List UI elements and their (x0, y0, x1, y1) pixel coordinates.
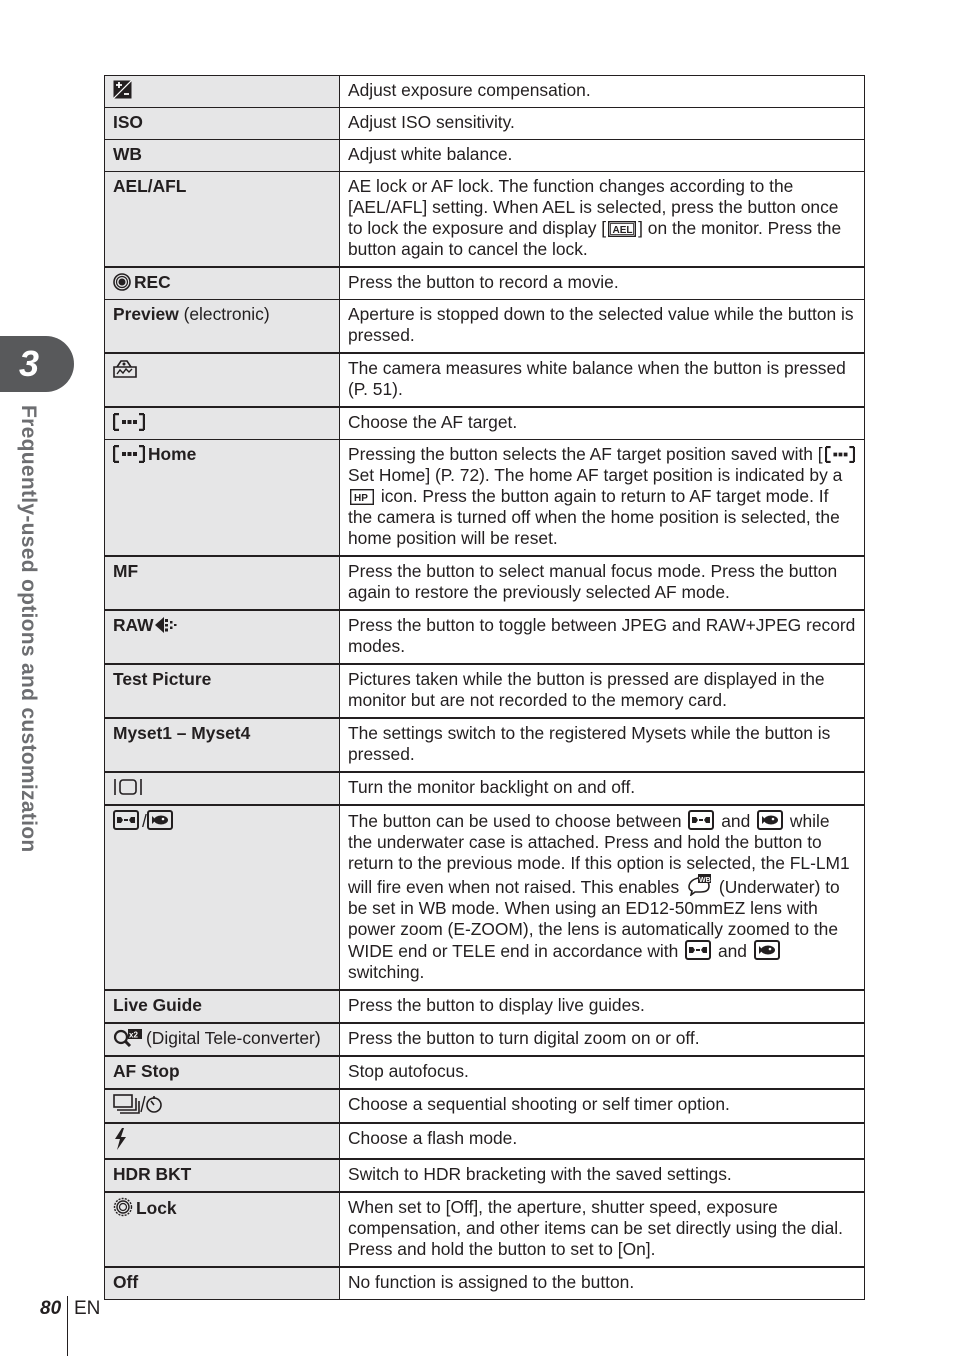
function-cell (105, 1089, 340, 1123)
underwater-wide-icon (113, 810, 139, 830)
function-label: REC (134, 272, 171, 292)
function-cell (105, 1192, 340, 1267)
description-cell (340, 805, 865, 990)
movie-record-icon (113, 273, 131, 291)
description-text: icon. Press the button again to return to AF target mode. If the camera is turned off when the home position is selected, the home position will be reset. (348, 486, 840, 548)
function-cell (105, 267, 340, 300)
description-cell: Adjust exposure compensation. (340, 76, 865, 108)
ael-badge-icon (608, 221, 636, 237)
table-row (105, 556, 865, 610)
description-cell: Choose a sequential shooting or self timer option. (340, 1089, 865, 1123)
button-function-table (104, 75, 865, 1300)
description-cell: No function is assigned to the button. (340, 1267, 865, 1300)
page-number: 80 (40, 1298, 62, 1319)
function-label-suffix: (Digital Tele-converter) (146, 1028, 321, 1048)
description-cell: Choose the AF target. (340, 407, 865, 440)
description-cell: Press the button to toggle between JPEG and RAW+JPEG record modes. (340, 610, 865, 664)
dial-lock-icon (113, 1197, 133, 1217)
description-cell (340, 172, 865, 268)
table-row (105, 1056, 865, 1089)
table-row (105, 1123, 865, 1159)
table-row (105, 1023, 865, 1056)
function-label: RAW (113, 615, 154, 635)
table-row (105, 718, 865, 772)
function-label: Lock (136, 1198, 177, 1218)
description-text: while the underwater case is attached. Press and hold the button to return to the previous mode. If this option is selected, the FL-LM1 will fire even when not raised. This enables (348, 811, 850, 897)
function-label: Myset1 – Myset4 (105, 718, 340, 772)
description-cell: Turn the monitor backlight on and off. (340, 772, 865, 805)
function-label-suffix: (electronic) (183, 304, 270, 324)
svg-text:x2: x2 (129, 1030, 138, 1040)
chapter-number: 3 (18, 343, 40, 384)
function-label: MF (105, 556, 340, 610)
description-cell: Choose a flash mode. (340, 1123, 865, 1159)
function-label: Off (105, 1267, 340, 1300)
table-row (105, 440, 865, 557)
description-cell: When set to [Off], the aperture, shutter speed, exposure compensation, and other items can be set directly using the dial. Press and hold the button to set to [On]. (340, 1192, 865, 1267)
function-cell (105, 1023, 340, 1056)
table-row (105, 300, 865, 354)
function-label: ISO (105, 108, 340, 140)
function-label: HDR BKT (105, 1159, 340, 1192)
underwater-wide-icon (685, 940, 711, 960)
description-cell: Stop autofocus. (340, 1056, 865, 1089)
description-cell: Switch to HDR bracketing with the saved settings. (340, 1159, 865, 1192)
description-text: and (713, 941, 752, 961)
underwater-macro-icon (757, 810, 783, 830)
table-row (105, 772, 865, 805)
table-row (105, 140, 865, 172)
one-touch-wb-icon (113, 358, 137, 378)
function-label: Live Guide (105, 990, 340, 1023)
table-row (105, 1159, 865, 1192)
description-cell: Adjust ISO sensitivity. (340, 108, 865, 140)
language-label: EN (74, 1298, 101, 1319)
function-cell (105, 610, 340, 664)
description-cell: Press the button to turn digital zoom on or off. (340, 1023, 865, 1056)
function-label: AF Stop (105, 1056, 340, 1089)
underwater-macro-icon (147, 810, 173, 830)
jpeg-quality-icon (154, 616, 178, 634)
function-label: Home (148, 444, 197, 464)
home-position-icon (350, 489, 374, 505)
table-row (105, 108, 865, 140)
description-cell (340, 440, 865, 557)
description-cell: The camera measures white balance when the button is pressed (P. 51). (340, 353, 865, 407)
function-cell (105, 805, 340, 990)
description-cell: Pictures taken while the button is pressed are displayed in the monitor but are not recorded to the memory card. (340, 664, 865, 718)
table-row (105, 267, 865, 300)
table-row (105, 990, 865, 1023)
af-target-icon (825, 446, 855, 463)
description-cell: Aperture is stopped down to the selected value while the button is pressed. (340, 300, 865, 354)
description-text: ] on the monitor. Press the button again to cancel the lock. (348, 218, 842, 259)
table-row (105, 1267, 865, 1300)
description-cell: Press the button to record a movie. (340, 267, 865, 300)
table-row (105, 610, 865, 664)
function-label: Test Picture (105, 664, 340, 718)
table-row (105, 1192, 865, 1267)
page-number-container (40, 1298, 61, 1320)
description-cell: Press the button to display live guides. (340, 990, 865, 1023)
description-text: Set Home] (P. 72). The home AF target position is indicated by a (348, 465, 843, 485)
slash-separator: / (142, 811, 147, 831)
exposure-compensation-icon (113, 80, 132, 99)
underwater-macro-icon (754, 940, 780, 960)
table-row (105, 172, 865, 268)
function-label: Preview (113, 304, 179, 324)
footer-divider (67, 1296, 68, 1356)
description-cell: Adjust white balance. (340, 140, 865, 172)
table-row (105, 664, 865, 718)
underwater-wb-icon (686, 874, 712, 896)
description-text: Pressing the button selects the AF target position saved with [ (348, 444, 823, 464)
table-row (105, 1089, 865, 1123)
chapter-title-container (16, 405, 44, 897)
function-cell (105, 300, 340, 354)
description-text: (Underwater) to be set in WB mode. When using an ED12-50mmEZ lens with power zoom (E-ZOOM), the lens is automatically zoomed to the WIDE end or TELE end in accordance with (348, 877, 840, 961)
function-cell (105, 407, 340, 440)
description-text: AE lock or AF lock. The function changes according to the [AEL/AFL] setting. When AEL is selected, press the button once to lock the exposure and display [ (348, 176, 839, 238)
function-cell (105, 440, 340, 557)
function-label: WB (105, 140, 340, 172)
chapter-title: Frequently-used options and customization (17, 405, 40, 853)
af-target-icon (113, 445, 145, 463)
function-cell (105, 1123, 340, 1159)
backlight-icon (113, 778, 143, 796)
function-cell (105, 76, 340, 108)
underwater-wide-icon (688, 810, 714, 830)
description-text: The button can be used to choose between (348, 811, 687, 831)
digital-tele-converter-icon (113, 1029, 143, 1047)
function-cell (105, 353, 340, 407)
af-target-icon (113, 413, 145, 431)
table-row (105, 805, 865, 990)
table-row (105, 76, 865, 108)
function-label: AEL/AFL (105, 172, 340, 268)
function-cell (105, 772, 340, 805)
sequential-self-timer-icon (113, 1094, 163, 1114)
table-row (105, 407, 865, 440)
description-text: and (716, 811, 756, 831)
svg-text:AEL: AEL (612, 225, 633, 236)
flash-icon (113, 1128, 127, 1150)
description-cell: Press the button to select manual focus mode. Press the button again to restore the previously selected AF mode. (340, 556, 865, 610)
description-cell: The settings switch to the registered Mysets while the button is pressed. (340, 718, 865, 772)
svg-text:HP: HP (354, 493, 368, 504)
table-row (105, 353, 865, 407)
description-text: switching. (348, 962, 425, 982)
